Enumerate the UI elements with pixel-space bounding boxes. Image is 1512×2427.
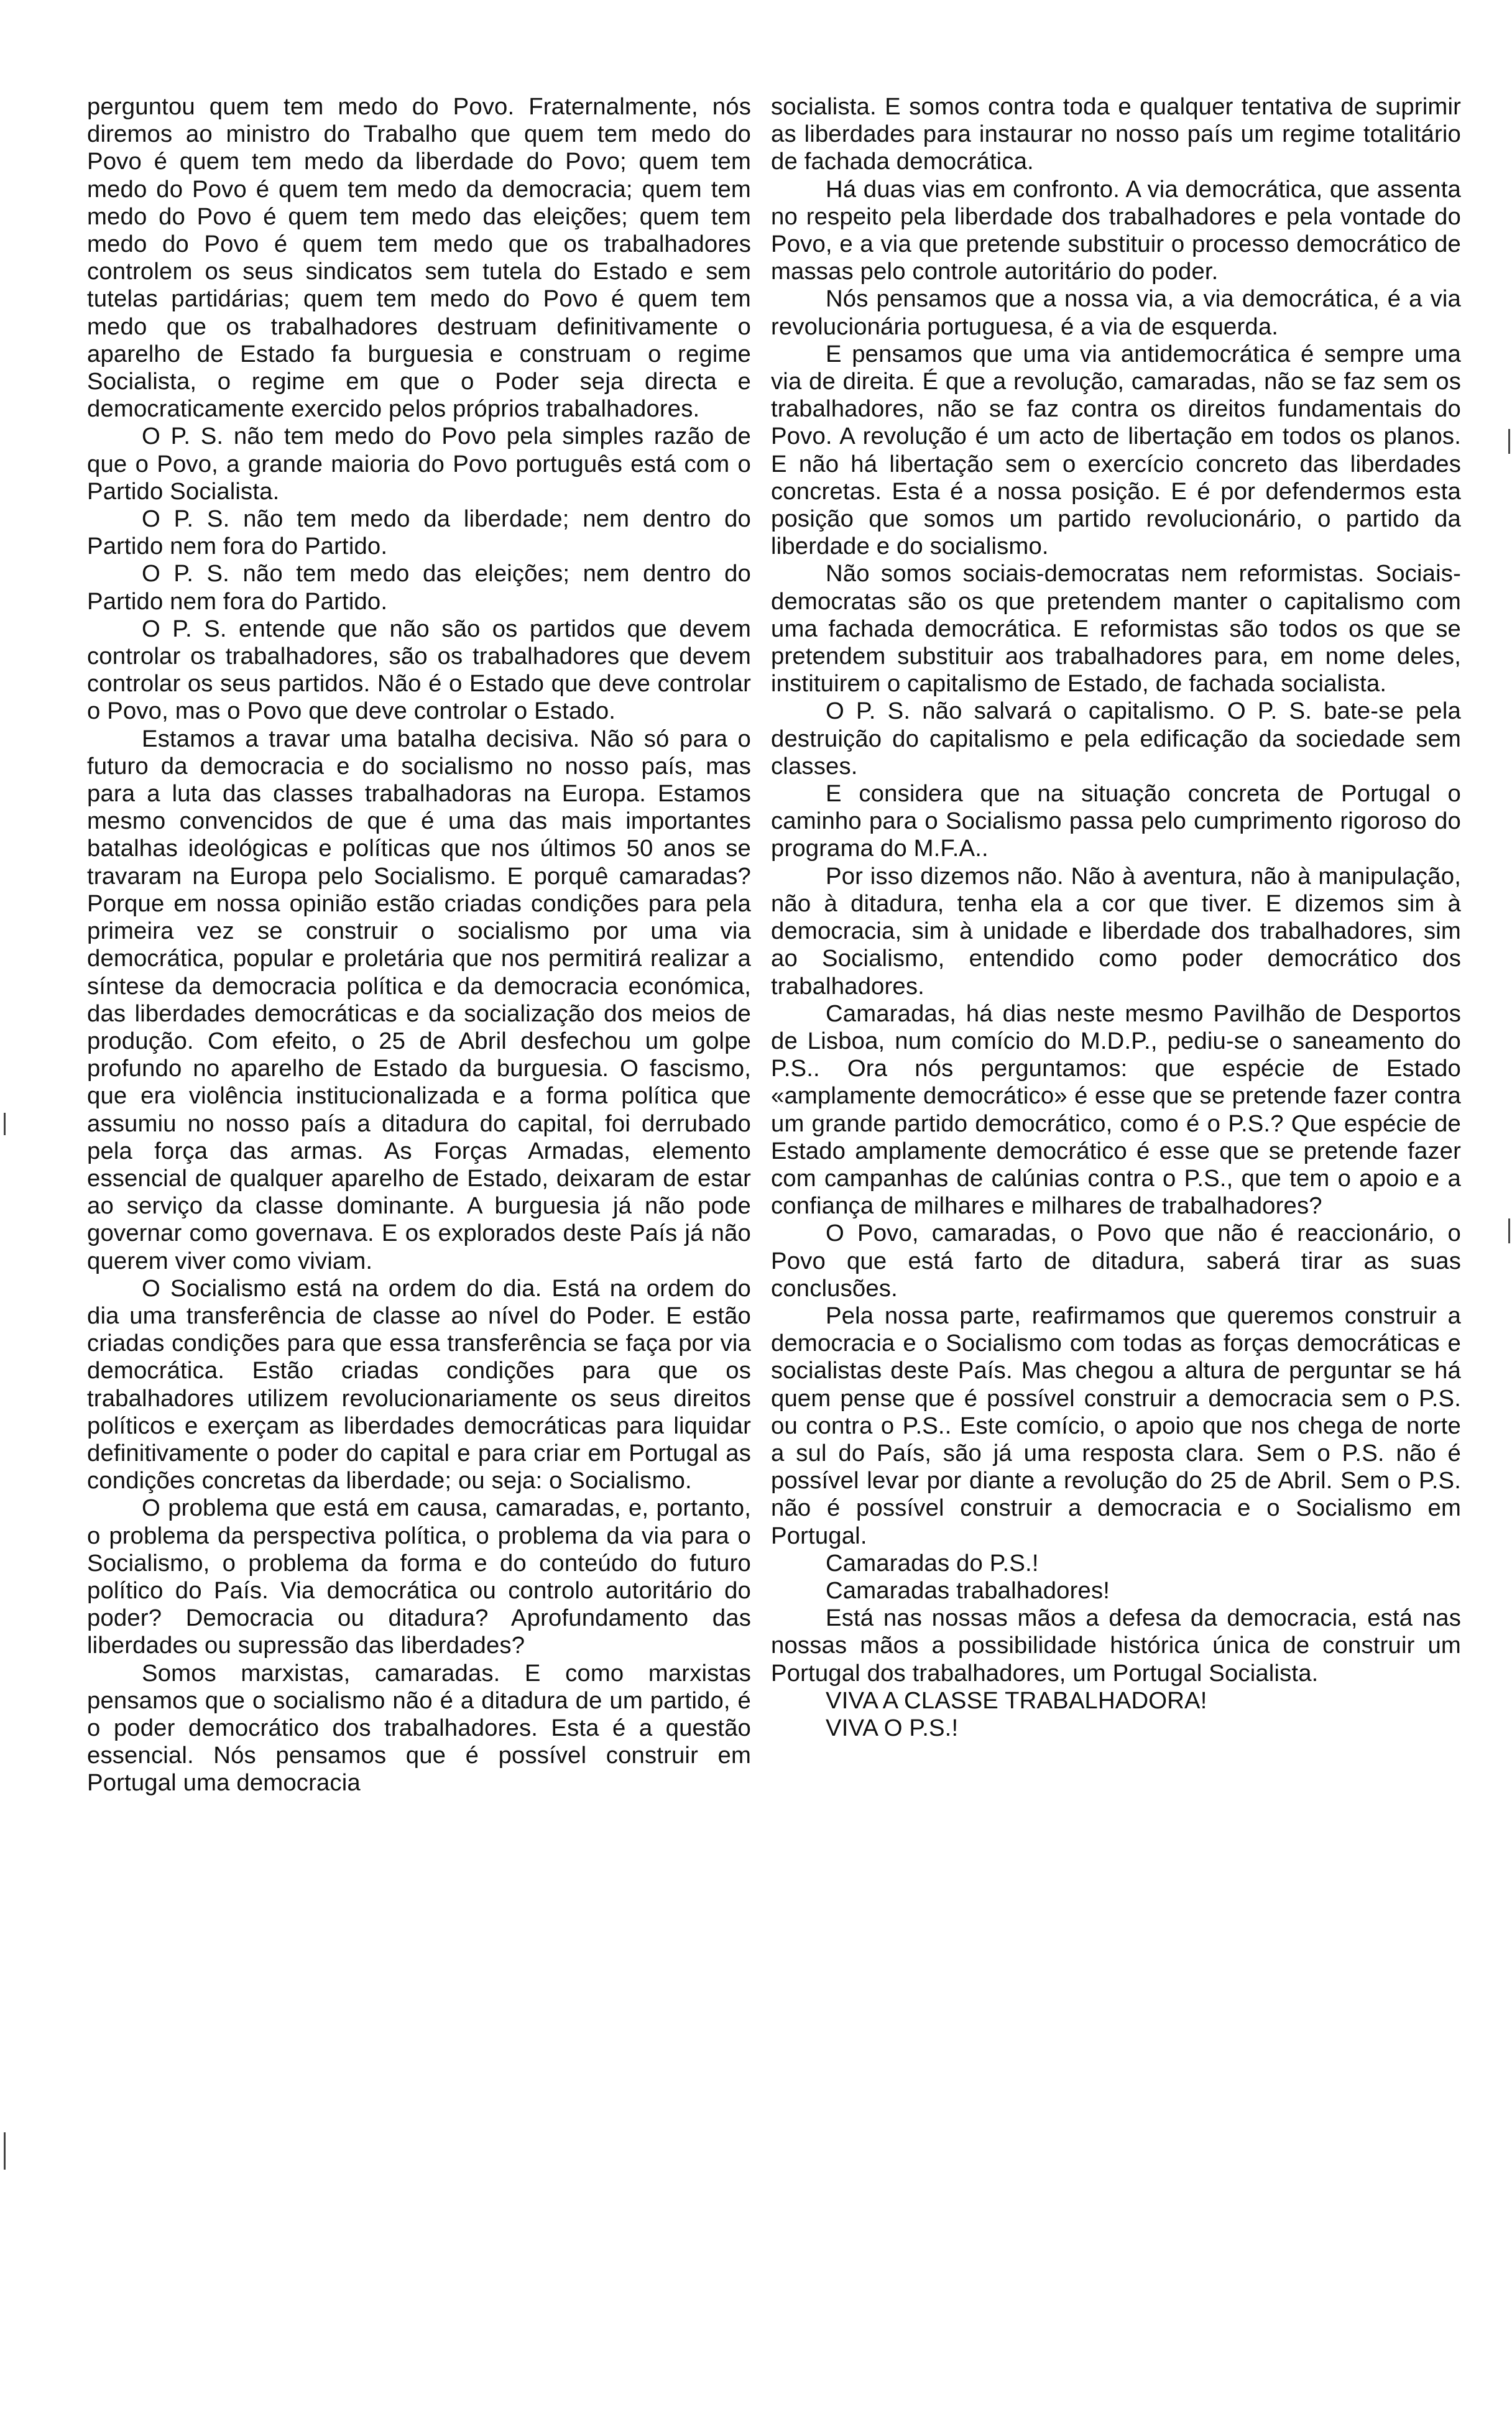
paragraph: E pensamos que uma via antidemocrática é sempre uma via de direita. É que a revolução, camaradas, não se faz sem os trabalhadores, não se faz contra os direitos fundamentais do Povo. A revolução é um acto de libertação em todos os planos. E não há libertação sem o exercício concreto das liberdades concretas. Esta é a nossa posição. E é por defendermos esta posição que somos um partido revolucionário, o partido da liberdade e do socialismo. bbox=[771, 340, 1461, 560]
scan-mark bbox=[1508, 429, 1510, 454]
paragraph: Nós pensamos que a nossa via, a via democrática, é a via revolucionária portuguesa, é a via de esquerda. bbox=[771, 285, 1461, 340]
paragraph: O problema que está em causa, camaradas, e, portanto, o problema da perspectiva política, o problema da via para o Socialismo, o problema da forma e do conteúdo do futuro político do País. Via democrática ou controlo autoritário do poder? Democracia ou ditadura? Aprofundamento das liberdades ou supressão das liberdades? bbox=[87, 1494, 751, 1659]
paragraph: E considera que na situação concreta de Portugal o caminho para o Socialismo passa pelo cumprimento rigoroso do programa do M.F.A.. bbox=[771, 780, 1461, 862]
paragraph: Estamos a travar uma batalha decisiva. Não só para o futuro da democracia e do socialismo no nosso país, mas para a luta das classes trabalhadoras na Europa. Estamos mesmo convencidos de que é uma das mais importantes batalhas ideológicas e políticas que nos últimos 50 anos se travaram na Europa pelo Socialismo. E porquê camaradas? Porque em nossa opinião estão criadas condições para pela primeira vez se construir o socialismo por uma via democrática, popular e proletária que nos permitirá realizar a síntese da democracia política e da democracia económica, das liberdades democráticas e da socialização dos meios de produção. Com efeito, o 25 de Abril desfechou um golpe profundo no aparelho de Estado da burguesia. O fascismo, que era violência institucionalizada e a forma política que assumiu no nosso país a ditadura do capital, foi derrubado pela força das armas. As Forças Armadas, elemento essencial de qualquer aparelho de Estado, deixaram de estar ao serviço da classe dominante. A burguesia já não pode governar como governava. E os explorados deste País já não querem viver como viviam. bbox=[87, 725, 751, 1274]
paragraph: Por isso dizemos não. Não à aventura, não à manipulação, não à ditadura, tenha ela a cor que tiver. E dizemos sim à democracia, sim à unidade e liberdade dos trabalhadores, sim ao Socialismo, entendido como poder democrático dos trabalhadores. bbox=[771, 862, 1461, 1000]
paragraph: O P. S. não salvará o capitalismo. O P. S. bate-se pela destruição do capitalismo e pela edificação da sociedade sem classes. bbox=[771, 698, 1461, 780]
paragraph: Está nas nossas mãos a defesa da democracia, está nas nossas mãos a possibilidade histórica única de construir um Portugal dos trabalhadores, um Portugal Socialista. bbox=[771, 1605, 1461, 1687]
right-column bbox=[771, 93, 1461, 1742]
scan-mark bbox=[4, 1113, 6, 1135]
left-column bbox=[87, 93, 751, 1797]
paragraph: Somos marxistas, camaradas. E como marxistas pensamos que o socialismo não é a ditadura de um partido, é o poder democrático dos trabalhadores. Esta é a questão essencial. Nós pensamos que é possível construir em Portugal uma democracia bbox=[87, 1659, 751, 1797]
paragraph: O P. S. não tem medo das eleições; nem dentro do Partido nem fora do Partido. bbox=[87, 560, 751, 615]
salutation-line: Camaradas trabalhadores! bbox=[826, 1577, 1110, 1604]
scan-mark bbox=[1508, 1218, 1510, 1243]
closing-slogan: VIVA A CLASSE TRABALHADORA! bbox=[826, 1687, 1207, 1714]
paragraph: Camaradas, há dias neste mesmo Pavilhão de Desportos de Lisboa, num comício do M.D.P., pediu-se o saneamento do P.S.. Ora nós perguntamos: que espécie de Estado «amplamente democrático» é esse que se pretende fazer contra um grande partido democrático, como é o P.S.? Que espécie de Estado amplamente democrático é esse que se pretende fazer com campanhas de calúnias contra o P.S., que tem o apoio e a confiança de milhares e milhares de trabalhadores? bbox=[771, 1000, 1461, 1220]
paragraph: Não somos sociais-democratas nem reformistas. Sociais-democratas são os que pretendem manter o capitalismo com uma fachada democrática. E reformistas são todos os que se pretendem substituir aos trabalhadores para, em nome deles, instituirem o capitalismo de Estado, de fachada socialista. bbox=[771, 560, 1461, 698]
paragraph: Pela nossa parte, reafirmamos que queremos construir a democracia e o Socialismo com todas as forças democráticas e socialistas deste País. Mas chegou a altura de perguntar se há quem pense que é possível construir a democracia sem o P.S. ou contra o P.S.. Este comício, o apoio que nos chega de norte a sul do País, são já uma resposta clara. Sem o P.S. não é possível levar por diante a revolução do 25 de Abril. Sem o P.S. não é possível construir a democracia e o Socialismo em Portugal. bbox=[771, 1302, 1461, 1549]
paragraph: socialista. E somos contra toda e qualquer tentativa de suprimir as liberdades para instaurar no nosso país um regime totalitário de fachada democrática. bbox=[771, 93, 1461, 175]
salutation-line: Camaradas do P.S.! bbox=[826, 1549, 1039, 1577]
closing-slogan: VIVA O P.S.! bbox=[826, 1714, 959, 1741]
paragraph: perguntou quem tem medo do Povo. Fraternalmente, nós diremos ao ministro do Trabalho que quem tem medo do Povo é quem tem medo da liberdade do Povo; quem tem medo do Povo é quem tem medo da democracia; quem tem medo do Povo é quem tem medo das eleições; quem tem medo do Povo é quem tem medo que os trabalhadores controlem os seus sindicatos sem tutela do Estado e sem tutelas partidárias; quem tem medo do Povo é quem tem medo que os trabalhadores destruam definitivamente o aparelho de Estado fa burguesia e construam o regime Socialista, o regime em que o Poder seja directa e democraticamente exercido pelos próprios trabalhadores. bbox=[87, 93, 751, 423]
paragraph: O Socialismo está na ordem do dia. Está na ordem do dia uma transferência de classe ao nível do Poder. E estão criadas condições para que essa transferência se faça por via democrática. Estão criadas condições para que os trabalhadores utilizem revolucionariamente os seus direitos políticos e exerçam as liberdades democráticas para liquidar definitivamente o poder do capital e para criar em Portugal as condições concretas da liberdade; ou seja: o Socialismo. bbox=[87, 1274, 751, 1494]
paragraph: O P. S. entende que não são os partidos que devem controlar os trabalhadores, são os trabalhadores que devem controlar os seus partidos. Não é o Estado que deve controlar o Povo, mas o Povo que deve controlar o Estado. bbox=[87, 615, 751, 725]
scan-mark bbox=[4, 2132, 6, 2170]
paragraph: O P. S. não tem medo da liberdade; nem dentro do Partido nem fora do Partido. bbox=[87, 505, 751, 560]
paragraph: Há duas vias em confronto. A via democrática, que assenta no respeito pela liberdade dos trabalhadores e pela vontade do Povo, e a via que pretende substituir o processo democrático de massas pelo controle autoritário do poder. bbox=[771, 175, 1461, 285]
paragraph: O Povo, camaradas, o Povo que não é reaccionário, o Povo que está farto de ditadura, saberá tirar as suas conclusões. bbox=[771, 1220, 1461, 1302]
paragraph: O P. S. não tem medo do Povo pela simples razão de que o Povo, a grande maioria do Povo português está com o Partido Socialista. bbox=[87, 423, 751, 505]
